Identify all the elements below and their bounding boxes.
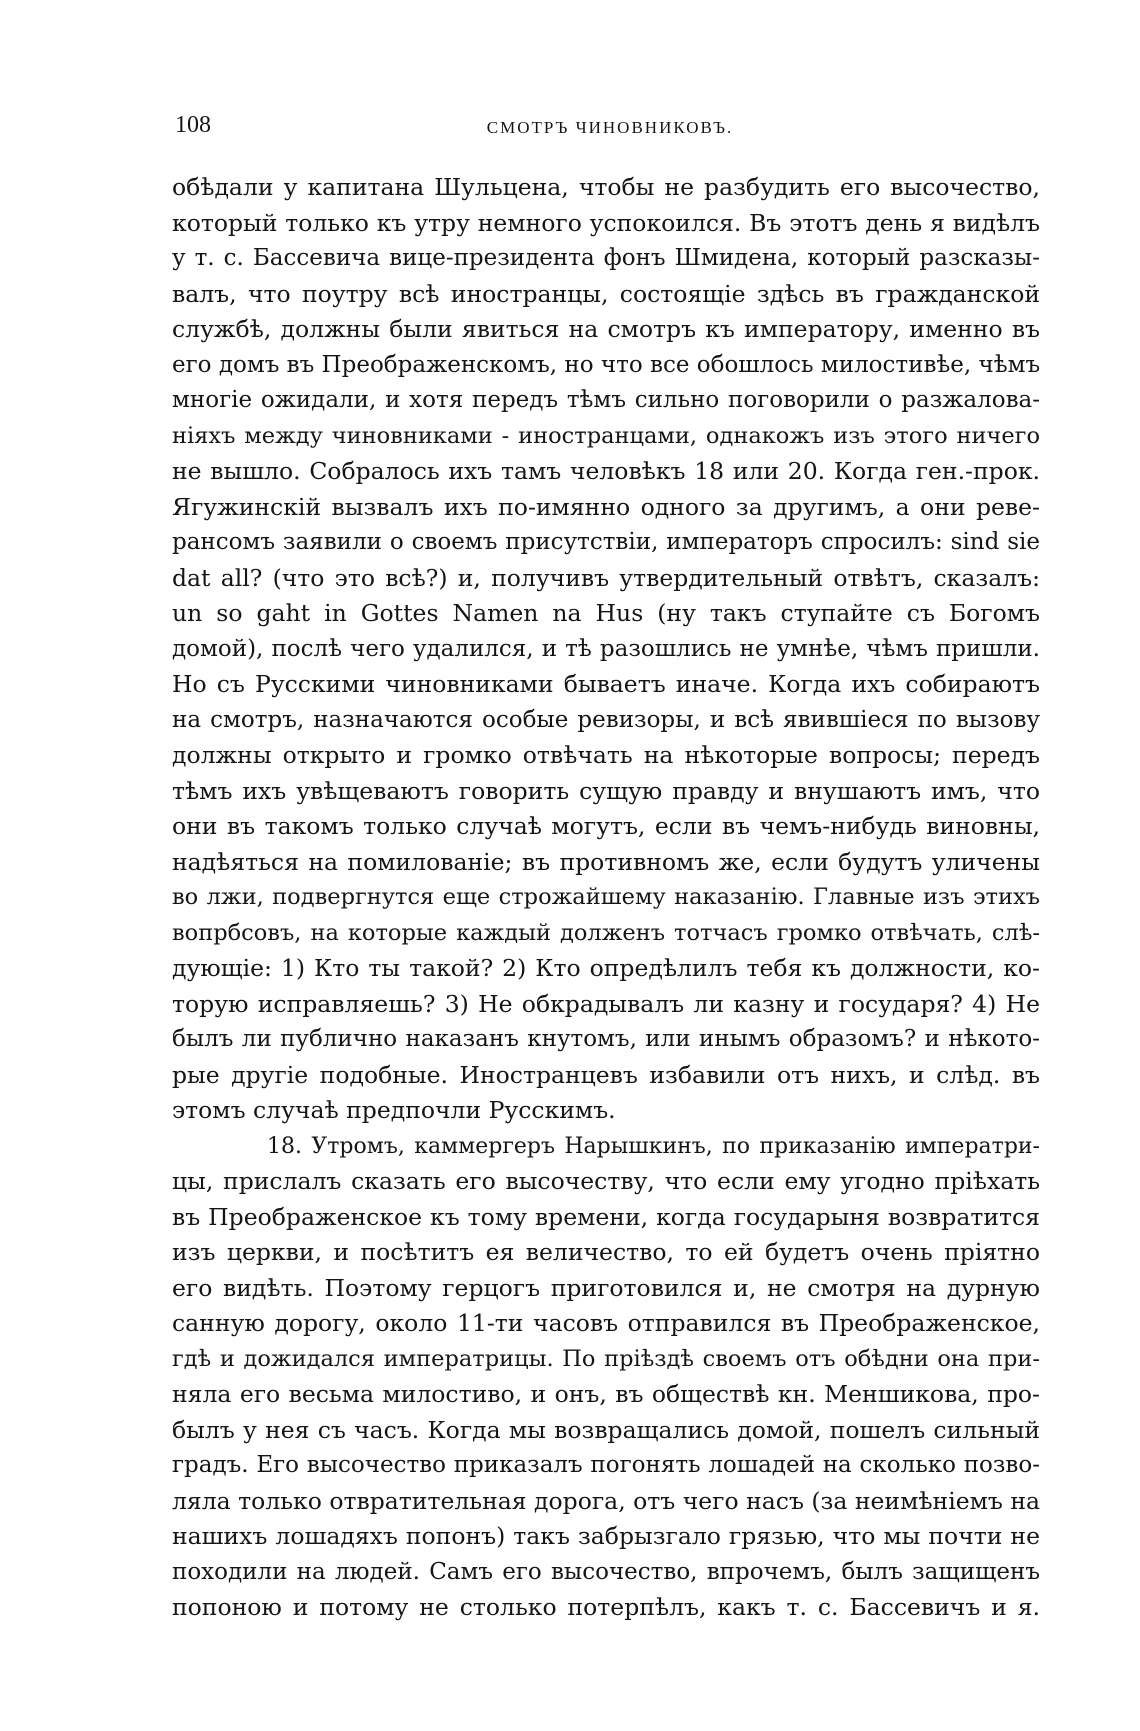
- text-line: этомъ случаѣ предпочли Русскимъ.: [172, 1096, 616, 1124]
- text-line: былъ ли публично наказанъ кнутомъ, или инымъ образомъ? и нѣкото-: [172, 1026, 1040, 1052]
- text-line: въ Преображенское къ тому времени, когда государыня возвратится: [172, 1202, 1040, 1231]
- text-line: няла его весьма милостиво, и онъ, въ обществѣ кн. Меншикова, про-: [172, 1380, 1040, 1408]
- text-line: рые другіе подобные. Иностранцевъ избавили отъ нихъ, и слѣд. въ: [172, 1060, 1040, 1089]
- text-line: санную дорогу, около 11-ти часовъ отправился въ Преображенское,: [172, 1309, 1040, 1337]
- text-line: во лжи, подвергнутся еще строжайшему наказанію. Главные изъ этихъ: [172, 884, 1040, 910]
- text-line: торую исправляешь? 3) Не обкрадывалъ ли казну и государя? 4) Не: [172, 989, 1040, 1018]
- text-line: тѣмъ ихъ увѣщеваютъ говорить сущую правду и внушаютъ имъ, что: [172, 776, 1040, 805]
- text-line: un so gaht in Gottes Namen na Hus (ну такъ ступайте съ Богомъ: [172, 599, 1040, 627]
- text-line: dat all? (что это всѣ?) и, получивъ утвердительный отвѣтъ, сказалъ:: [172, 563, 1040, 592]
- running-head: СМОТРЪ ЧИНОВНИКОВЪ.: [486, 118, 734, 137]
- text-line: Ягужинскій вызвалъ ихъ по-имянно одного за другимъ, а они реве-: [172, 492, 1040, 521]
- text-line: его домъ въ Преображенскомъ, но что все обошлось милостивѣе, чѣмъ: [172, 351, 1040, 378]
- text-line: ніяхъ между чиновниками - иностранцами, однакожъ изъ этого ничего: [172, 422, 1040, 449]
- text-line: который только къ утру немного успокоился. Въ этотъ день я видѣлъ: [172, 208, 1040, 237]
- text-line: Но съ Русскими чиновниками бываетъ иначе. Когда ихъ собираютъ: [172, 670, 1040, 698]
- text-line: ляла только отвратительная дорога, отъ чего насъ (за неимѣніемъ на: [172, 1486, 1040, 1515]
- page-header: [175, 112, 1045, 144]
- text-line: вопрбсовъ, на которые каждый долженъ тотчасъ громко отвѣчать, слѣ-: [172, 919, 1040, 946]
- body-text: [172, 170, 1040, 1626]
- text-line: рансомъ заявили о своемъ присутствіи, императоръ спросилъ: sind sie: [172, 529, 1040, 555]
- text-line: службѣ, должны были явиться на смотръ къ императору, именно въ: [172, 315, 1040, 343]
- text-line: на смотръ, назначаются особые ревизоры, и всѣ явившіеся по вызову: [172, 706, 1040, 733]
- page-number: 108: [175, 112, 211, 138]
- text-line: нашихъ лошадяхъ попонъ) такъ забрызгало грязью, что мы почти не: [172, 1522, 1040, 1550]
- text-line: надѣяться на помилованіе; въ противномъ же, если будутъ уличены: [172, 847, 1040, 876]
- text-line: попоною и потому не столько потерпѣлъ, какъ т. с. Бассевичъ и я.: [172, 1593, 1040, 1621]
- text-line: градъ. Его высочество приказалъ погонять лошадей на сколько позво-: [172, 1452, 1040, 1478]
- text-line: не вышло. Собралось ихъ тамъ человѣкъ 18 или 20. Когда ген.-прок.: [172, 457, 1040, 485]
- text-line: у т. с. Бассевича вице-президента фонъ Шмидена, который разсказы-: [172, 245, 1040, 271]
- text-line: они въ такомъ только случаѣ могутъ, если въ чемъ-нибудь виновны,: [172, 812, 1040, 840]
- paragraph-start-line: 18. Утромъ, каммергеръ Нарышкинъ, по приказанію императри-: [267, 1133, 1040, 1159]
- text-line: цы, прислалъ сказать его высочеству, что если ему угодно пріѣхать: [172, 1167, 1040, 1195]
- text-line: изъ церкви, и посѣтитъ ея величество, то ей будетъ очень пріятно: [172, 1238, 1040, 1266]
- text-line: дующіе: 1) Кто ты такой? 2) Кто опредѣлилъ тебя къ должности, ко-: [172, 954, 1040, 982]
- text-line: домой), послѣ чего удалился, и тѣ разошлись не умнѣе, чѣмъ пришли.: [172, 635, 1040, 662]
- text-line: гдѣ и дожидался императрицы. По пріѣздѣ своемъ отъ обѣдни она при-: [172, 1345, 1040, 1372]
- text-line: былъ у нея съ часъ. Когда мы возвращались домой, пошелъ сильный: [172, 1415, 1040, 1444]
- text-line: валъ, что поутру всѣ иностранцы, состоящіе здѣсь въ гражданской: [172, 279, 1040, 308]
- text-line: его видѣть. Поэтому герцогъ приготовился и, не смотря на дурную: [172, 1273, 1040, 1302]
- text-line: обѣдали у капитана Шульцена, чтобы не разбудить его высочество,: [172, 173, 1040, 201]
- text-line: должны открыто и громко отвѣчать на нѣкоторые вопросы; передъ: [172, 741, 1040, 769]
- text-line: многіе ожидали, и хотя передъ тѣмъ сильно поговорили о разжалова-: [172, 387, 1040, 413]
- text-line: походили на людей. Самъ его высочество, впрочемъ, былъ защищенъ: [172, 1558, 1040, 1585]
